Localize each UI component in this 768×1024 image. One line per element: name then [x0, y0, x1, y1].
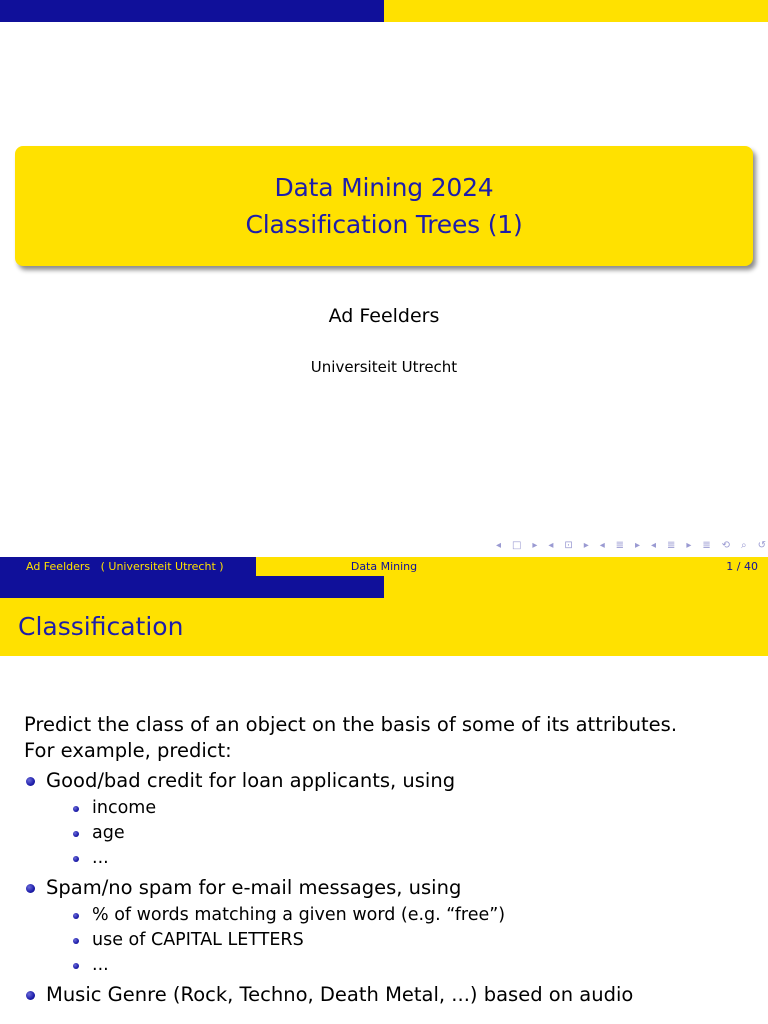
frame-title-bar	[0, 598, 768, 656]
nav-next-section-icon[interactable]: ▸	[635, 539, 641, 551]
slide-footer	[0, 557, 768, 576]
top-bar-blue	[0, 576, 384, 598]
list-item-text: Good/bad credit for loan applicants, using	[46, 769, 456, 792]
list-item	[24, 768, 754, 871]
footer-page-number: 1 / 40	[512, 557, 768, 576]
list-item-text: Spam/no spam for e-mail messages, using	[46, 876, 462, 899]
sub-list-item: ...	[70, 846, 754, 871]
nav-next-doc-icon[interactable]: ▸	[686, 539, 692, 551]
nav-back-icon[interactable]: ⟲	[721, 539, 731, 551]
nav-forward-icon[interactable]: ↺	[757, 539, 766, 551]
nav-prev-doc-icon[interactable]: ◂	[651, 539, 657, 551]
list-item-text: Music Genre (Rock, Techno, Death Metal, ...) based on audio	[46, 983, 634, 1006]
author-name: Ad Feelders	[328, 305, 440, 327]
intro-text: For example, predict:	[24, 739, 232, 762]
bullet-list	[24, 768, 754, 1008]
nav-section-icon[interactable]: ≣	[615, 539, 625, 551]
presentation-subtitle: Classification Trees (1)	[245, 210, 523, 239]
nav-search-icon[interactable]: ⌕	[741, 539, 747, 551]
nav-appendix-icon[interactable]: ≣	[702, 539, 711, 551]
nav-prev-frame-icon[interactable]: ◂	[496, 539, 502, 551]
nav-subsection-icon[interactable]: ⊡	[564, 539, 573, 551]
sub-bullet-list	[46, 796, 754, 871]
presentation-title: Data Mining 2024	[274, 173, 494, 202]
frame-title: Classification	[18, 612, 184, 641]
nav-next-subsection-icon[interactable]: ▸	[583, 539, 589, 551]
nav-prev-section-icon[interactable]: ◂	[599, 539, 605, 551]
top-bar-blue	[0, 0, 384, 22]
sub-list-item: use of CAPITAL LETTERS	[70, 928, 754, 953]
sub-list-item: income	[70, 796, 754, 821]
footer-title: Data Mining	[256, 557, 512, 576]
intro-text: Predict the class of an object on the basis of some of its attributes.	[24, 713, 678, 736]
title-box	[15, 146, 753, 266]
sub-list-item: age	[70, 821, 754, 846]
top-bar-yellow	[384, 576, 768, 598]
nav-frame-icon[interactable]: □	[511, 539, 522, 551]
content-slide	[0, 576, 768, 1024]
sub-list-item: ...	[70, 953, 754, 978]
top-bar-yellow	[384, 0, 768, 22]
beamer-navigation	[496, 538, 766, 552]
slide-body	[24, 712, 754, 1008]
sub-bullet-list	[46, 903, 754, 978]
footer-author: Ad Feelders ( Universiteit Utrecht )	[0, 557, 256, 576]
nav-next-frame-icon[interactable]: ▸	[532, 539, 538, 551]
institute-name: Universiteit Utrecht	[310, 358, 458, 376]
sub-list-item: % of words matching a given word (e.g. “free”)	[70, 903, 754, 928]
list-item	[24, 875, 754, 978]
top-color-bar	[0, 576, 768, 598]
list-item	[24, 982, 754, 1008]
nav-doc-icon[interactable]: ≣	[666, 539, 676, 551]
nav-prev-subsection-icon[interactable]: ◂	[548, 539, 554, 551]
top-color-bar	[0, 0, 768, 22]
